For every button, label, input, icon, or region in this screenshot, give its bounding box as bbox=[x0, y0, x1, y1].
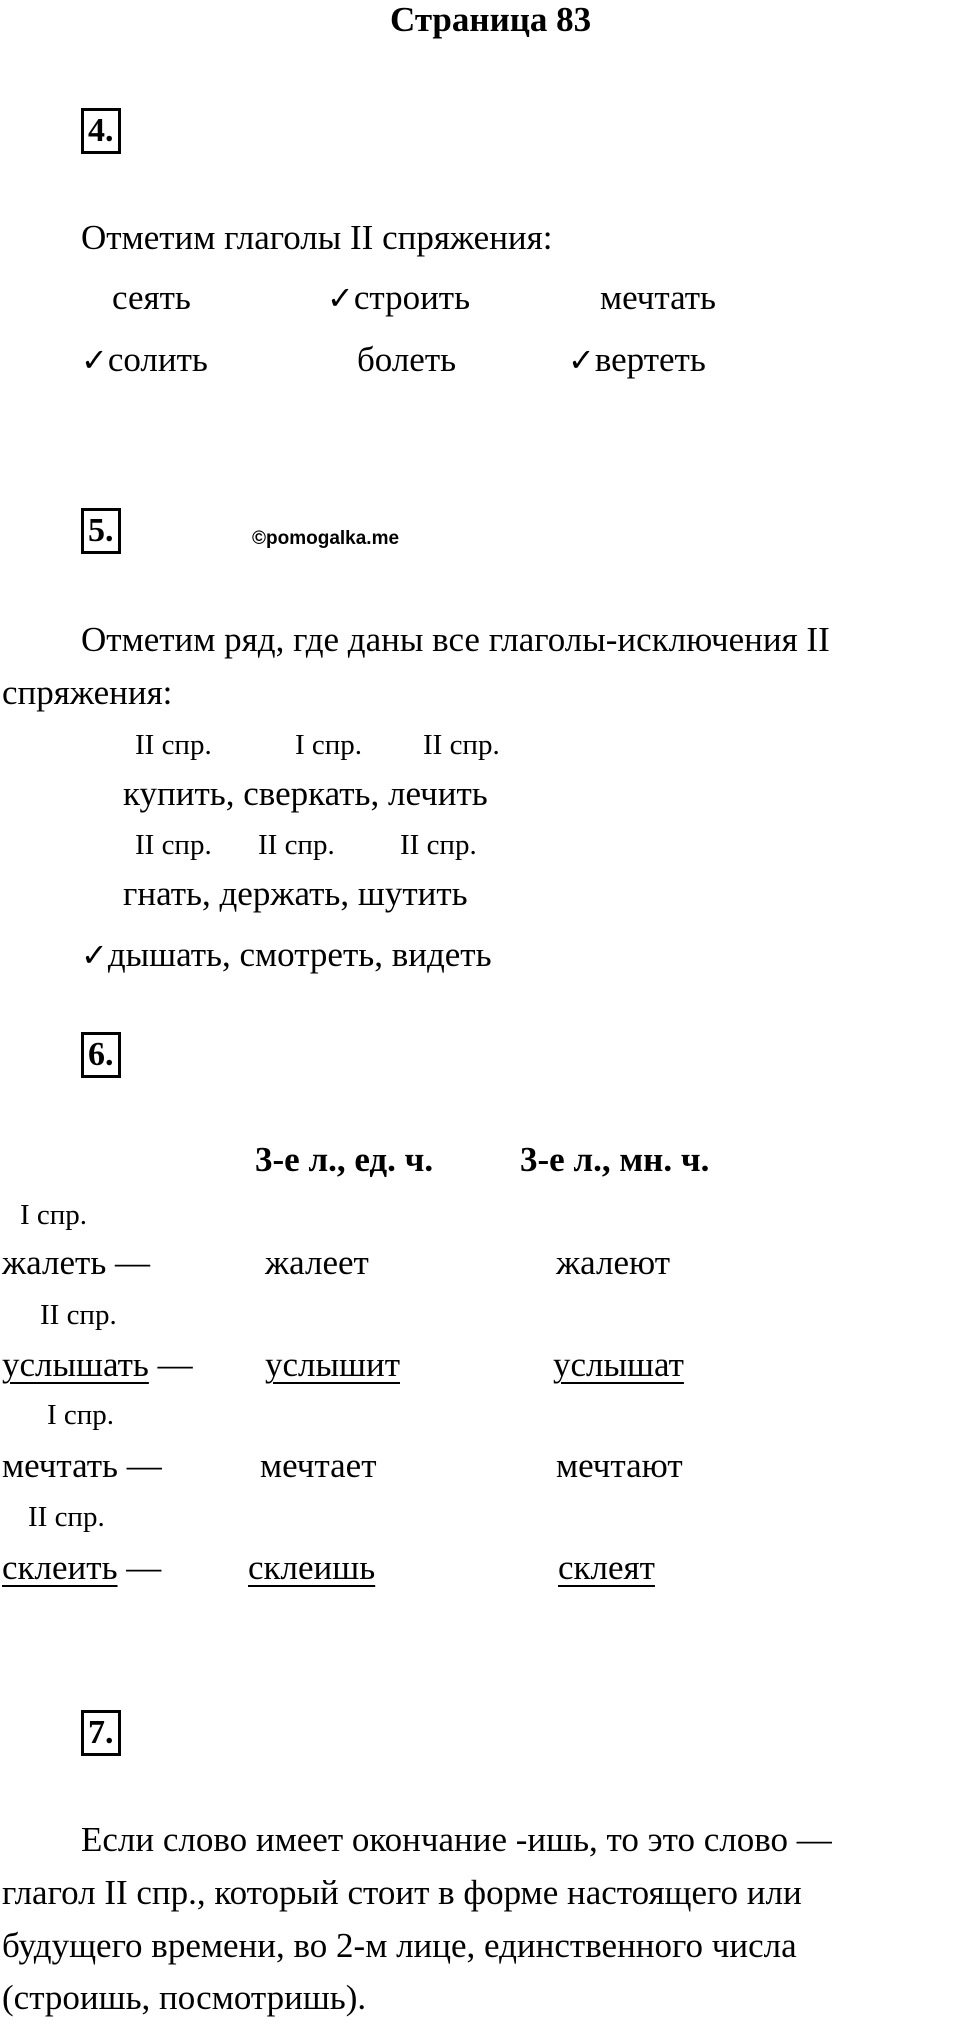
check-icon: ✓ bbox=[327, 279, 354, 317]
watermark: ©pomogalka.me bbox=[252, 528, 400, 549]
ex5-row-1: купить, сверкать, лечить bbox=[123, 774, 488, 813]
ex6-row-3-label: I спр. bbox=[47, 1399, 115, 1431]
ex5-row-2: гнать, держать, шутить bbox=[123, 874, 468, 913]
check-icon: ✓ bbox=[568, 341, 595, 379]
ex5-row2-label-3: II спр. bbox=[400, 829, 477, 861]
exercise-5-line-1: Отметим ряд, где даны все глаголы-исключения II bbox=[81, 620, 830, 659]
ex6-row-1-plural: жалеют bbox=[556, 1243, 671, 1282]
ex6-row-4-verb: склеить — bbox=[2, 1548, 162, 1587]
exercise-6-number: 6. bbox=[81, 1032, 121, 1078]
ex5-row-3: ✓дышать, смотреть, видеть bbox=[81, 935, 492, 974]
exercise-5-number: 5. bbox=[81, 508, 121, 554]
ex4-word-5: болеть bbox=[357, 340, 457, 379]
ex6-row-1-singular: жалеет bbox=[265, 1243, 369, 1282]
ex6-row-2-plural: услышат bbox=[553, 1345, 684, 1384]
ex4-word-4: ✓солить bbox=[81, 340, 208, 379]
ex6-row-2-singular: услышит bbox=[265, 1345, 400, 1384]
column-header-singular: 3-е л., ед. ч. bbox=[255, 1140, 434, 1179]
ex4-word-6: ✓вертеть bbox=[568, 340, 706, 379]
ex5-row1-label-1: II спр. bbox=[135, 729, 212, 761]
ex4-word-2: ✓строить bbox=[327, 278, 471, 317]
ex5-row2-label-1: II спр. bbox=[135, 829, 212, 861]
column-header-plural: 3-е л., мн. ч. bbox=[520, 1140, 710, 1179]
exercise-7-line-4: (строишь, посмотришь). bbox=[2, 1978, 367, 2017]
exercise-5-line-2: спряжения: bbox=[2, 673, 173, 712]
exercise-7-line-1: Если слово имеет окончание -ишь, то это слово — bbox=[81, 1820, 832, 1859]
exercise-7-number: 7. bbox=[81, 1710, 121, 1756]
ex6-row-4-label: II спр. bbox=[28, 1501, 105, 1533]
ex6-row-3-plural: мечтают bbox=[556, 1446, 683, 1485]
ex5-row1-label-3: II спр. bbox=[423, 729, 500, 761]
ex6-row-2-label: II спр. bbox=[40, 1299, 117, 1331]
check-icon: ✓ bbox=[81, 936, 108, 974]
exercise-7-line-2: глагол II спр., который стоит в форме настоящего или bbox=[2, 1873, 802, 1912]
ex6-row-2-verb: услышать — bbox=[2, 1345, 193, 1384]
ex4-word-3: мечтать bbox=[600, 278, 717, 317]
ex6-row-1-verb: жалеть — bbox=[2, 1243, 151, 1282]
ex6-row-1-label: I спр. bbox=[20, 1199, 88, 1231]
ex6-row-3-verb: мечтать — bbox=[2, 1446, 162, 1485]
exercise-4-intro: Отметим глаголы II спряжения: bbox=[81, 218, 553, 257]
ex5-row2-label-2: II спр. bbox=[258, 829, 335, 861]
page-title: Страница 83 bbox=[390, 0, 592, 39]
ex5-row1-label-2: I спр. bbox=[295, 729, 363, 761]
ex6-row-4-plural: склеят bbox=[558, 1548, 655, 1587]
exercise-4-number: 4. bbox=[81, 108, 121, 154]
ex4-word-1: сеять bbox=[112, 278, 191, 317]
ex6-row-3-singular: мечтает bbox=[260, 1446, 377, 1485]
exercise-7-line-3: будущего времени, во 2-м лице, единственного числа bbox=[2, 1926, 797, 1965]
check-icon: ✓ bbox=[81, 341, 108, 379]
ex6-row-4-singular: склеишь bbox=[248, 1548, 376, 1587]
